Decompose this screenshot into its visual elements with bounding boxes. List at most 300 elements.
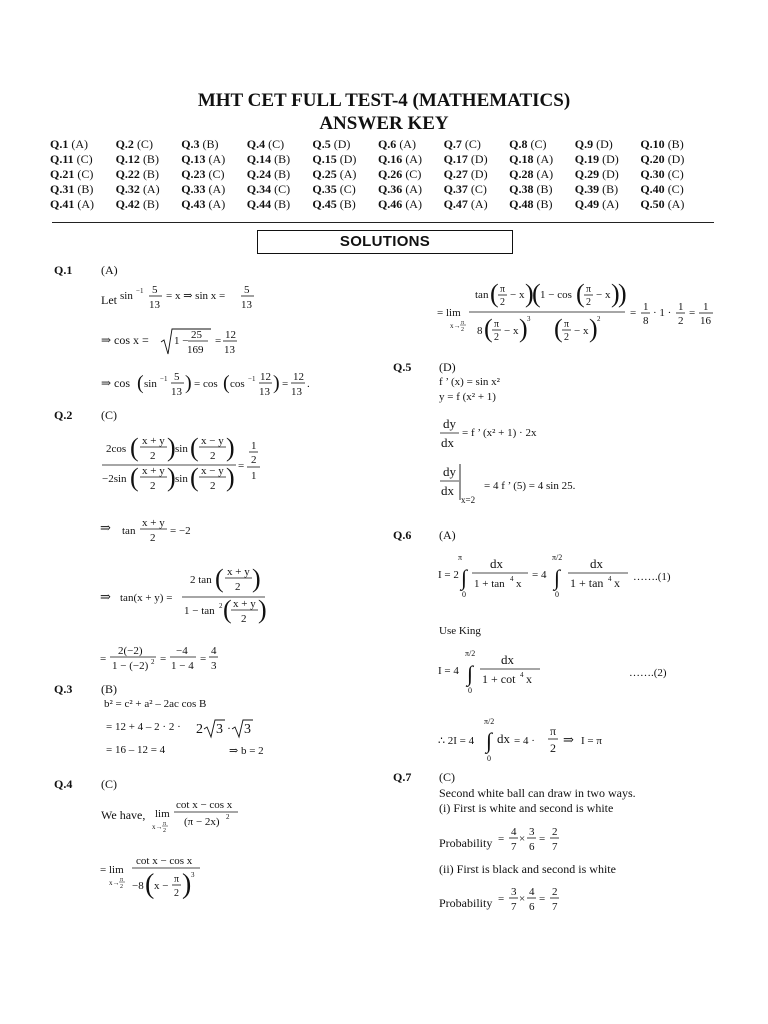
- svg-text:=: =: [689, 307, 696, 319]
- svg-text:(: (: [576, 279, 585, 308]
- answer-option: (B): [339, 197, 356, 211]
- q3-answer: (B): [101, 682, 117, 696]
- svg-text:(: (: [137, 372, 144, 394]
- svg-text:(: (: [130, 433, 139, 462]
- svg-text:2: 2: [251, 454, 257, 466]
- svg-text:2: 2: [597, 315, 601, 323]
- q2-equation-1: [100, 432, 270, 498]
- svg-text:cot x − cos x: cot x − cos x: [176, 799, 233, 811]
- svg-text:7: 7: [511, 901, 517, 913]
- svg-text:2: 2: [150, 450, 156, 462]
- q1-equation-2: [101, 326, 241, 360]
- svg-text:5: 5: [152, 284, 158, 296]
- svg-text:1 − (−2): 1 − (−2): [112, 660, 149, 672]
- svg-text:tan: tan: [475, 289, 489, 301]
- question-number: Q.23: [181, 167, 206, 181]
- q4-equation-3: [437, 278, 717, 348]
- svg-text:4: 4: [520, 671, 524, 679]
- question-number: Q.38: [509, 182, 534, 196]
- answer-option: (B): [142, 152, 159, 166]
- answer-option: (B): [536, 197, 553, 211]
- svg-text:1: 1: [678, 301, 684, 313]
- svg-text:(: (: [190, 463, 199, 492]
- question-number: Q.30: [640, 167, 665, 181]
- svg-text:3: 3: [211, 660, 217, 672]
- svg-text:2: 2: [678, 315, 684, 327]
- svg-text:x=2: x=2: [461, 495, 476, 505]
- q6-use-king: Use King: [439, 625, 481, 637]
- answer-key-cell: [509, 197, 575, 212]
- question-number: Q.24: [246, 167, 272, 181]
- svg-text:): ): [258, 595, 267, 624]
- svg-text:6: 6: [529, 901, 535, 913]
- q7-label: Q.7: [393, 770, 412, 784]
- svg-text:x + y: x + y: [142, 517, 165, 529]
- svg-text:(: (: [223, 595, 232, 624]
- svg-text:2: 2: [494, 332, 499, 343]
- svg-text:): ): [611, 279, 620, 308]
- svg-text:x + y: x + y: [142, 465, 165, 477]
- question-number: Q.12: [115, 152, 140, 166]
- svg-text:cot x − cos x: cot x − cos x: [136, 855, 193, 867]
- q6-equation-2: [438, 646, 558, 700]
- svg-text:dx: dx: [441, 435, 454, 450]
- answer-key-cell: [640, 182, 706, 197]
- svg-text:x + y: x + y: [142, 435, 165, 447]
- svg-text:=: =: [200, 653, 207, 665]
- svg-text:=: =: [498, 893, 505, 905]
- question-number: Q.3: [181, 137, 200, 151]
- q5-answer: (D): [439, 360, 456, 374]
- svg-text:cos: cos: [230, 378, 245, 390]
- question-number: Q.36: [377, 182, 403, 196]
- q5-label: Q.5: [393, 360, 412, 374]
- answer-option: (C): [667, 182, 684, 196]
- answer-option: (B): [142, 197, 159, 211]
- svg-text:): ): [182, 869, 192, 900]
- svg-text:π: π: [163, 821, 167, 827]
- answer-option: (A): [536, 167, 554, 181]
- svg-text:x + y: x + y: [227, 566, 250, 578]
- svg-text:dy: dy: [443, 464, 456, 479]
- answer-option: (A): [71, 137, 89, 151]
- answer-option: (A): [405, 182, 422, 196]
- question-number: Q.13: [181, 152, 206, 166]
- answer-key-cell: [575, 182, 641, 197]
- svg-text:4: 4: [608, 575, 612, 583]
- answer-key-cell: [50, 167, 116, 182]
- svg-text:×: ×: [519, 893, 526, 905]
- svg-text:⇒: ⇒: [563, 732, 574, 747]
- svg-text:2: 2: [241, 613, 247, 625]
- answer-key-cell: [312, 182, 378, 197]
- question-number: Q.16: [377, 152, 403, 166]
- answer-option: (D): [470, 152, 488, 166]
- q2-answer: (C): [101, 408, 117, 422]
- answer-option: (A): [399, 137, 416, 151]
- q7-prob-2: [498, 884, 568, 918]
- answer-option: (C): [530, 137, 547, 151]
- answer-option: (A): [667, 197, 685, 211]
- question-number: Q.6: [377, 137, 397, 151]
- question-number: Q.37: [443, 182, 468, 196]
- q2-label: Q.2: [54, 408, 73, 422]
- q3-roots: [196, 717, 256, 741]
- q4-equation-1: [152, 796, 252, 836]
- question-number: Q.2: [115, 137, 134, 151]
- svg-text:π/2: π/2: [465, 649, 476, 658]
- svg-text:1 − cos: 1 − cos: [540, 289, 572, 301]
- svg-text:0: 0: [468, 686, 472, 695]
- svg-text:): ): [525, 279, 534, 308]
- answer-key-cell: [509, 152, 575, 167]
- q5-line-2: y = f (x² + 1): [439, 391, 496, 403]
- answer-option: (A): [142, 182, 160, 196]
- answer-key-row: [50, 152, 706, 167]
- svg-text:(: (: [554, 314, 563, 343]
- question-number: Q.9: [574, 137, 594, 151]
- answer-key-cell: [312, 137, 378, 152]
- svg-text:tan(x + y) =: tan(x + y) =: [120, 592, 173, 604]
- q4-label: Q.4: [54, 777, 73, 791]
- answer-option: (D): [602, 167, 619, 181]
- svg-text:1 + tan: 1 + tan: [474, 578, 505, 590]
- answer-key-cell: [509, 167, 575, 182]
- question-number: Q.44: [246, 197, 272, 211]
- q6-eq1-tag: …….(1): [633, 571, 671, 583]
- answer-option: (D): [667, 152, 685, 166]
- question-number: Q.40: [640, 182, 665, 196]
- q6-answer: (A): [439, 528, 456, 542]
- svg-text:x − y: x − y: [201, 435, 224, 447]
- svg-text:π: π: [461, 320, 465, 326]
- svg-text:x→: x→: [109, 879, 120, 887]
- answer-option: (B): [202, 137, 219, 151]
- svg-text:= −2: = −2: [170, 525, 191, 537]
- svg-text:π/2: π/2: [484, 717, 495, 726]
- answer-key-cell: [575, 137, 641, 152]
- answer-option: (B): [274, 197, 291, 211]
- svg-text:2: 2: [564, 332, 569, 343]
- q6-eq2-tag: …….(2): [629, 667, 667, 679]
- svg-text:∫: ∫: [461, 565, 468, 590]
- svg-text:2: 2: [196, 722, 203, 737]
- svg-text:x→: x→: [450, 322, 461, 330]
- question-number: Q.8: [509, 137, 528, 151]
- svg-text:5: 5: [174, 371, 180, 383]
- q7-line-2: (i) First is white and second is white: [439, 801, 614, 815]
- svg-text:∴ 2I = 4: ∴ 2I = 4: [438, 735, 475, 747]
- svg-text:13: 13: [224, 344, 235, 356]
- svg-text:(: (: [484, 314, 493, 343]
- answer-key-cell: [181, 197, 247, 212]
- svg-text:=: =: [539, 833, 546, 845]
- answer-key-cell: [640, 137, 706, 152]
- question-number: Q.11: [50, 152, 74, 166]
- q5-dy-dx-2: [440, 462, 484, 508]
- answer-option: (C): [76, 152, 93, 166]
- svg-text:): ): [519, 314, 528, 343]
- question-number: Q.14: [246, 152, 272, 166]
- q1-equation-3: [101, 370, 321, 402]
- svg-text:8: 8: [477, 325, 483, 337]
- answer-key-cell: [247, 182, 313, 197]
- svg-text:=: =: [215, 335, 222, 347]
- q1-let: Let: [101, 293, 117, 307]
- svg-text:): ): [252, 564, 261, 593]
- svg-text:dy: dy: [443, 416, 456, 431]
- answer-key-cell: [444, 197, 510, 212]
- svg-text:3: 3: [216, 722, 223, 737]
- svg-text:I = π: I = π: [581, 735, 602, 747]
- svg-text:(: (: [532, 279, 541, 308]
- svg-text:): ): [226, 463, 235, 492]
- svg-text:169: 169: [187, 344, 204, 356]
- svg-text:⇒: ⇒: [100, 589, 111, 604]
- svg-text:π: π: [550, 724, 557, 738]
- svg-text:(: (: [190, 433, 199, 462]
- svg-text:x: x: [526, 672, 532, 686]
- answer-key-cell: [50, 137, 116, 152]
- q5-line-1: f ’ (x) = sin x²: [439, 376, 500, 388]
- question-number: Q.46: [377, 197, 403, 211]
- svg-text:13: 13: [259, 386, 270, 398]
- q2-equation-4: [100, 643, 230, 677]
- answer-option: (A): [405, 152, 422, 166]
- svg-text:x: x: [516, 578, 522, 590]
- q3-line-1: b² = c² + a² – 2ac cos B: [104, 698, 207, 710]
- question-number: Q.15: [312, 152, 337, 166]
- svg-text:2: 2: [210, 480, 216, 492]
- svg-text:− x: − x: [596, 289, 611, 301]
- svg-text:(: (: [223, 372, 230, 394]
- answer-key-cell: [116, 152, 182, 167]
- svg-text:12: 12: [293, 371, 304, 383]
- svg-text:π: π: [120, 877, 124, 883]
- svg-text:(: (: [215, 564, 224, 593]
- svg-text:dx: dx: [441, 483, 454, 498]
- answer-key-cell: [50, 152, 116, 167]
- question-number: Q.29: [574, 167, 600, 181]
- svg-text:∫: ∫: [554, 565, 561, 590]
- answer-option: (D): [470, 167, 488, 181]
- answer-option: (B): [667, 137, 684, 151]
- answer-key-cell: [116, 182, 182, 197]
- q4-equation-2: [100, 851, 230, 907]
- svg-text:1 + cot: 1 + cot: [482, 672, 516, 686]
- svg-text:1: 1: [251, 470, 257, 482]
- svg-text:3: 3: [511, 886, 517, 898]
- q7-prob-1: [498, 824, 568, 858]
- answer-option: (B): [142, 167, 159, 181]
- answer-option: (B): [274, 152, 291, 166]
- svg-text:−1: −1: [136, 287, 144, 295]
- svg-text:13: 13: [171, 386, 182, 398]
- svg-text:1: 1: [643, 301, 649, 313]
- answer-option: (B): [536, 182, 553, 196]
- svg-text:−8: −8: [132, 880, 144, 892]
- svg-text:): ): [226, 433, 235, 462]
- svg-text:4: 4: [510, 575, 514, 583]
- q7-prob-label-2: Probability: [439, 896, 493, 910]
- svg-text:2: 2: [174, 888, 179, 899]
- svg-text:12: 12: [225, 329, 236, 341]
- q3-line-3b: ⇒ b = 2: [229, 745, 264, 757]
- question-number: Q.28: [509, 167, 534, 181]
- svg-text:0: 0: [555, 590, 559, 599]
- answer-key-cell: [312, 167, 378, 182]
- answer-key-cell: [181, 167, 247, 182]
- answer-key-cell: [116, 167, 182, 182]
- svg-text:x + y: x + y: [233, 598, 256, 610]
- svg-text:3: 3: [191, 871, 195, 879]
- svg-text:4: 4: [211, 645, 217, 657]
- svg-text:sin: sin: [175, 473, 188, 485]
- svg-text:3: 3: [527, 315, 531, 323]
- question-number: Q.1: [50, 137, 69, 151]
- svg-text:2: 2: [150, 532, 156, 544]
- question-number: Q.49: [574, 197, 600, 211]
- question-number: Q.32: [115, 182, 140, 196]
- svg-text:(: (: [490, 279, 499, 308]
- svg-text:=: =: [282, 378, 289, 390]
- q2-equation-2: [100, 515, 220, 549]
- answer-key-cell: [181, 152, 247, 167]
- answer-option: (B): [77, 182, 94, 196]
- q7-line-3: (ii) First is black and second is white: [439, 862, 616, 876]
- svg-text:7: 7: [552, 901, 558, 913]
- svg-text:): ): [167, 463, 176, 492]
- svg-text:2: 2: [219, 602, 223, 610]
- svg-text:×: ×: [519, 833, 526, 845]
- svg-text:=: =: [498, 833, 505, 845]
- svg-text:− x: − x: [510, 289, 525, 301]
- svg-text:0: 0: [487, 754, 491, 763]
- answer-key-cell: [640, 197, 706, 212]
- svg-text:sin: sin: [120, 290, 133, 302]
- svg-text:I = 4: I = 4: [438, 665, 459, 677]
- svg-text:= 4: = 4: [532, 569, 547, 581]
- answer-option: (D): [339, 152, 357, 166]
- answer-option: (A): [77, 197, 95, 211]
- svg-text:⇒ cos x =: ⇒ cos x =: [101, 333, 149, 347]
- svg-text:−1: −1: [248, 375, 256, 383]
- svg-text:6: 6: [529, 841, 535, 853]
- answer-key-cell: [509, 182, 575, 197]
- svg-text:2: 2: [235, 581, 241, 593]
- svg-text:π/2: π/2: [552, 553, 563, 562]
- svg-text:3: 3: [529, 826, 535, 838]
- svg-text:2 tan: 2 tan: [190, 574, 212, 586]
- answer-key-cell: [640, 167, 706, 182]
- answer-key-row: [50, 197, 706, 212]
- svg-text:π: π: [174, 874, 180, 885]
- q1-equation-1: [120, 284, 270, 314]
- svg-text:x −: x −: [154, 880, 169, 892]
- svg-text:.: .: [307, 378, 310, 390]
- svg-text:⇒: ⇒: [100, 520, 111, 535]
- q1-answer: (A): [101, 263, 118, 277]
- svg-text:∫: ∫: [486, 728, 493, 753]
- svg-text:=: =: [630, 307, 637, 319]
- answer-option: (C): [470, 182, 487, 196]
- question-number: Q.4: [246, 137, 266, 151]
- svg-text:): ): [618, 279, 627, 308]
- svg-text:(π − 2x): (π − 2x): [184, 816, 220, 828]
- solutions-heading: SOLUTIONS: [257, 230, 513, 254]
- question-number: Q.43: [181, 197, 206, 211]
- answer-key-cell: [181, 137, 247, 152]
- svg-text:16: 16: [700, 315, 711, 327]
- svg-text:sin: sin: [144, 378, 157, 390]
- svg-text:x − y: x − y: [201, 465, 224, 477]
- question-number: Q.7: [443, 137, 462, 151]
- svg-text:12: 12: [260, 371, 271, 383]
- answer-key-cell: [116, 197, 182, 212]
- svg-text:x: x: [614, 576, 620, 590]
- q7-line-1: Second white ball can draw in two ways.: [439, 786, 636, 800]
- answer-option: (D): [596, 137, 613, 151]
- answer-key-cell: [247, 167, 313, 182]
- answer-key-cell: [444, 152, 510, 167]
- answer-option: (C): [268, 137, 285, 151]
- answer-key-cell: [575, 152, 641, 167]
- q6-equation-1: [438, 550, 638, 604]
- answer-option: (A): [208, 197, 226, 211]
- page-title: MHT CET FULL TEST-4 (MATHEMATICS): [197, 90, 571, 111]
- answer-option: (A): [405, 197, 422, 211]
- svg-text:tan: tan: [122, 525, 136, 537]
- answer-option: (C): [136, 137, 153, 151]
- answer-key-cell: [247, 197, 313, 212]
- svg-text:1 + tan: 1 + tan: [570, 576, 604, 590]
- answer-option: (A): [602, 197, 619, 211]
- question-number: Q.33: [181, 182, 206, 196]
- q3-line-3: = 16 – 12 = 4: [106, 744, 166, 756]
- question-number: Q.48: [509, 197, 534, 211]
- answer-key-cell: [378, 197, 444, 212]
- answer-key-cell: [575, 167, 641, 182]
- svg-text:2: 2: [151, 658, 155, 666]
- svg-text:1: 1: [703, 301, 709, 313]
- svg-text:2: 2: [120, 884, 123, 890]
- svg-text:·: ·: [227, 721, 231, 735]
- svg-text:π: π: [564, 319, 570, 330]
- svg-text:π: π: [458, 553, 463, 562]
- q6-label: Q.6: [393, 528, 412, 542]
- question-number: Q.34: [246, 182, 272, 196]
- svg-text:sin: sin: [175, 443, 188, 455]
- question-number: Q.42: [115, 197, 140, 211]
- answer-key-cell: [181, 182, 247, 197]
- svg-text:2: 2: [550, 741, 556, 755]
- answer-key-row: [50, 137, 706, 152]
- svg-text:): ): [167, 433, 176, 462]
- svg-text:13: 13: [149, 299, 160, 311]
- svg-text:=: =: [539, 893, 546, 905]
- question-number: Q.50: [640, 197, 665, 211]
- svg-text:2: 2: [500, 297, 505, 308]
- question-number: Q.31: [50, 182, 75, 196]
- question-number: Q.35: [312, 182, 337, 196]
- answer-key-row: [50, 182, 706, 197]
- svg-text:π: π: [494, 319, 500, 330]
- svg-text:dx: dx: [501, 652, 514, 667]
- question-number: Q.20: [640, 152, 665, 166]
- q1-label: Q.1: [54, 263, 73, 277]
- svg-text:lim: lim: [155, 808, 170, 820]
- q3-label: Q.3: [54, 682, 73, 696]
